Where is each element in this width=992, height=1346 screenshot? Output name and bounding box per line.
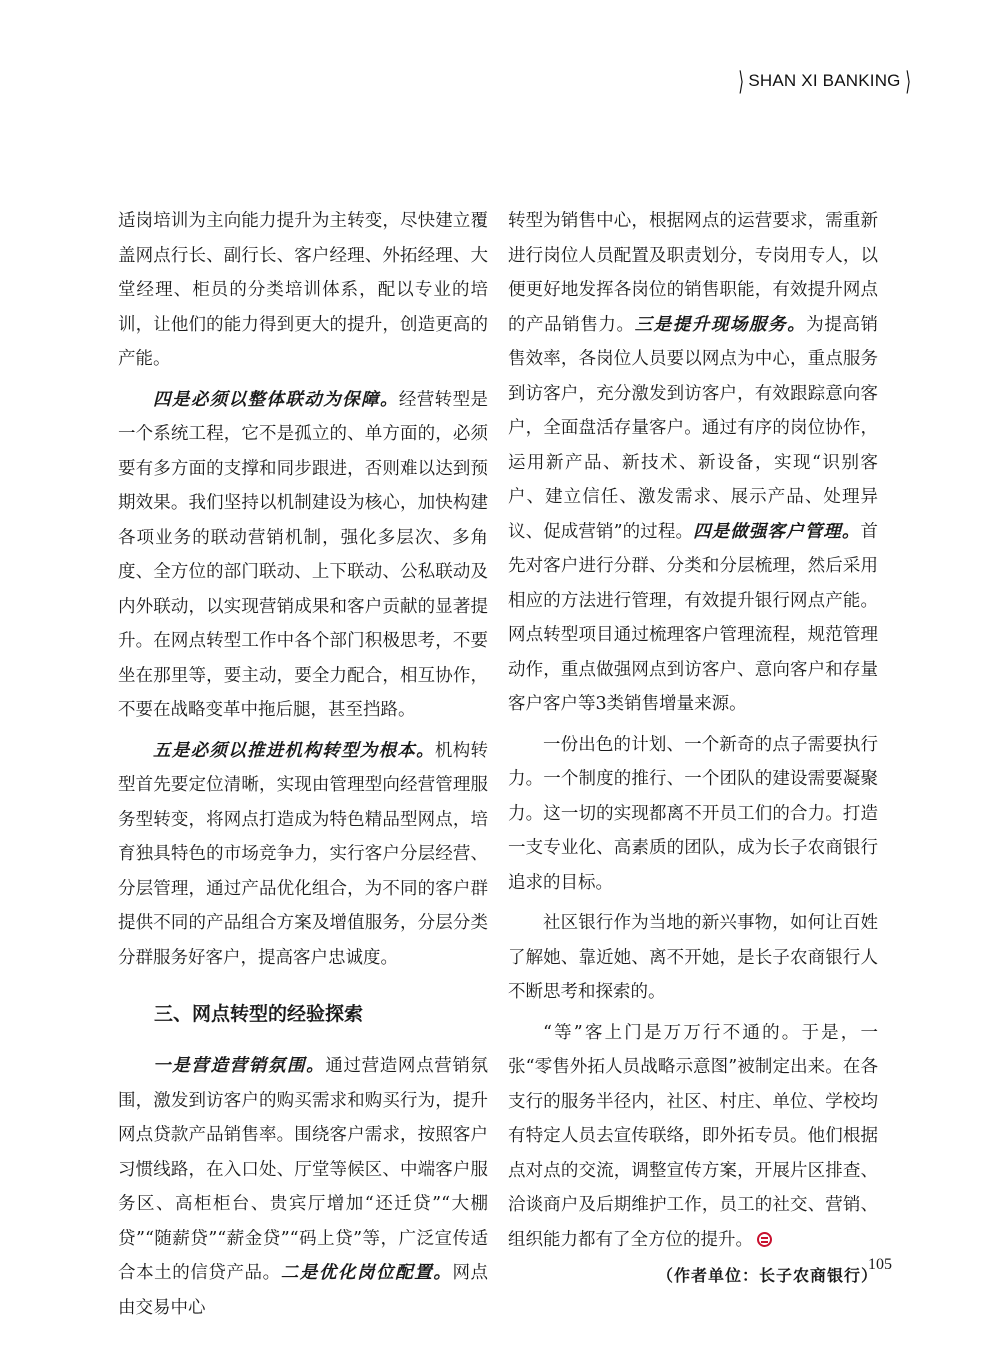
author-affiliation: （作者单位：长子农商银行） xyxy=(656,1266,878,1285)
right-bracket-icon: ⟩ xyxy=(904,66,911,96)
paragraph xyxy=(118,734,488,976)
paragraph-body: “等”客上门是万万行不通的。于是，一张“零售外拓人员战略示意图”被制定出来。在各支行的服务半径内，社区、村庄、单位、学校均有特定人员去宣传联络，即外拓专员。他们根据点对点的交流，调整宣传方案，开展片区排查、洽谈商户及后期维护工作，员工的社交、营销、组织能力都有了全方位的提升。 xyxy=(508,1022,878,1250)
left-bracket-icon: ⟩ xyxy=(738,66,745,96)
paragraph: 一份出色的计划、一个新奇的点子需要执行力。一个制度的推行、一个团队的建设需要凝聚力。这一切的实现都离不开员工们的合力。打造一支专业化、高素质的团队，成为长子农商银行追求的目标。 xyxy=(508,734,878,893)
paragraph-body: 首先对客户进行分群、分类和分层梳理，然后采用相应的方法进行管理，有效提升银行网点产能。网点转型项目通过梳理客户管理流程，规范管理动作，重点做强网点到访客户、意向客户和存量客户客户等3类销售增量来源。 xyxy=(508,521,878,714)
paragraph-lead: 四是做强客户管理。 xyxy=(693,521,861,542)
paragraph: 社区银行作为当地的新兴事物，如何让百姓了解她、靠近她、离不开她，是长子农商银行人不断思考和探索的。 xyxy=(508,913,878,1002)
paragraph-lead: 四是必须以整体联动为保障。 xyxy=(153,389,399,410)
left-column xyxy=(118,204,488,1325)
page-number: 105 xyxy=(868,1256,892,1273)
paragraph-lead: 一是营造营销氛围。 xyxy=(153,1056,326,1076)
section-heading: 三、网点转型的经验探索 xyxy=(154,1003,364,1025)
paragraph-lead: 二是优化岗位配置。 xyxy=(280,1263,453,1283)
journal-name: SHAN XI BANKING xyxy=(748,71,901,90)
paragraph-body: 转型为销售中心，根据网点的运营要求，需重新进行岗位人员配置及职责划分，专岗用专人，以便更好地发挥各岗位的销售职能，有效提升网点的产品销售力。 xyxy=(508,211,878,335)
paragraph xyxy=(508,1016,878,1258)
paragraph-body: 经营转型是一个系统工程，它不是孤立的、单方面的，必须要有多方面的支撑和同步跟进，否则难以达到预期效果。我们坚持以机制建设为核心，加快构建各项业务的联动营销机制，强化多层次、多角度、全方位的部门联动、上下联动、公私联动及内外联动，以实现营销成果和客户贡献的显著提升。在网点转型工作中各个部门积极思考，不要坐在那里等，要主动，要全力配合，相互协作，不要在战略变革中拖后腿，甚至挡路。 xyxy=(118,389,489,720)
paragraph xyxy=(118,1049,488,1325)
right-column xyxy=(508,204,878,1294)
paragraph-body: 为提高销售效率，各岗位人员要以网点为中心，重点服务到访客户，充分激发到访客户，有效跟踪意向客户，全面盘活存量客户。通过有序的岗位协作，运用新产品、新技术、新设备，实现“识别客户、建立信任、激发需求、展示产品、处理异议、促成营销”的过程。 xyxy=(508,314,879,542)
paragraph-lead: 三是提升现场服务。 xyxy=(634,314,807,335)
paragraph-body: 机构转型首先要定位清晰，实现由管理型向经营管理服务型转变，将网点打造成为特色精品型网点，培育独具特色的市场竞争力，实行客户分层经营、分层管理，通过产品优化组合，为不同的客户群提供不同的产品组合方案及增值服务，分层分类分群服务好客户，提高客户忠诚度。 xyxy=(118,740,489,968)
paragraph-body: 通过营造网点营销氛围，激发到访客户的购买需求和购买行为，提升网点贷款产品销售率。围绕客户需求，按照客户习惯线路，在入口处、厅堂等候区、中端客户服务区、高柜柜台、贵宾厅增加“还迁贷”“大棚贷”“随薪贷”“薪金贷”“码上贷”等，广泛宣传适合本土的信贷产品。 xyxy=(118,1056,489,1283)
journal-logo-icon xyxy=(757,1232,772,1247)
paragraph xyxy=(118,383,488,728)
paragraph-lead: 五是必须以推进机构转型为根本。 xyxy=(153,740,435,761)
journal-header xyxy=(734,66,915,96)
paragraph-body: 网点由交易中心 xyxy=(118,1263,489,1318)
paragraph: 适岗培训为主向能力提升为主转变，尽快建立覆盖网点行长、副行长、客户经理、外拓经理、大堂经理、柜员的分类培训体系，配以专业的培训，让他们的能力得到更大的提升，创造更高的产能。 xyxy=(118,211,488,369)
paragraph xyxy=(508,204,878,722)
